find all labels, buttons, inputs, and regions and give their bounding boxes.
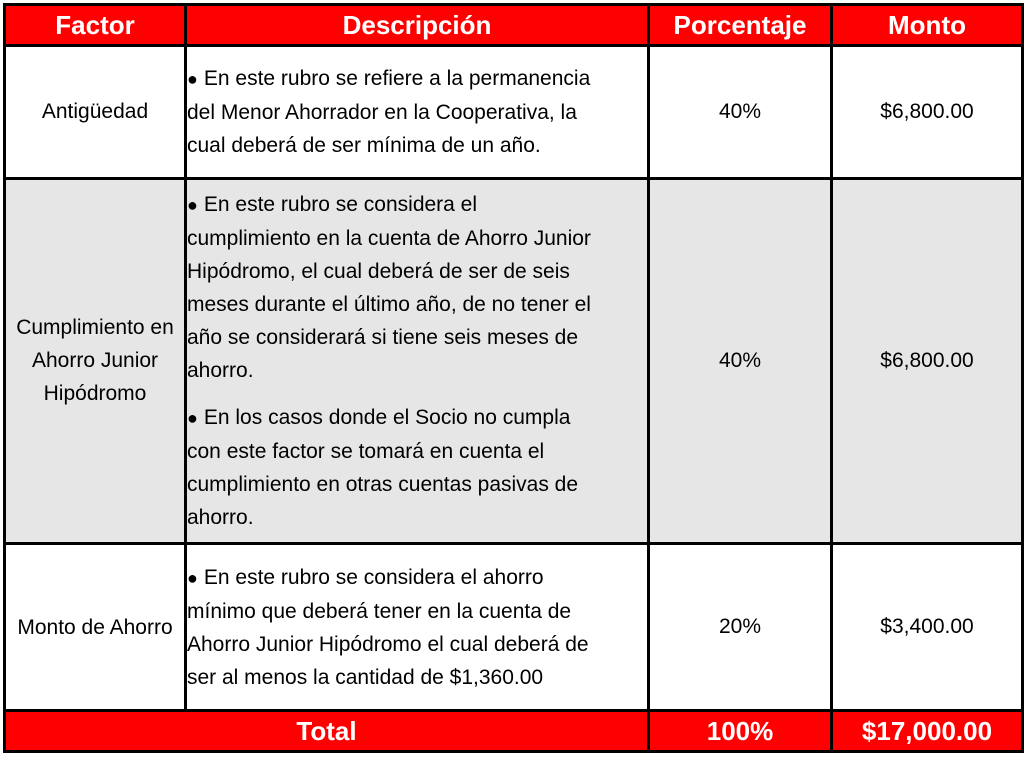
header-monto: Monto xyxy=(832,5,1023,46)
total-row xyxy=(5,711,1023,752)
bullet-icon: ● xyxy=(187,407,198,428)
factor-cell: Monto de Ahorro xyxy=(5,544,186,711)
total-label: Total xyxy=(5,711,649,752)
description-cell xyxy=(186,46,649,179)
total-percentage: 100% xyxy=(649,711,832,752)
percentage-cell: 40% xyxy=(649,46,832,179)
header-descripcion: Descripción xyxy=(186,5,649,46)
factor-table xyxy=(3,3,1024,753)
bullet-item: ● En los casos donde el Socio no cumpla con este factor se tomará en cuenta el cumplimiento en otras cuentas pasivas de ahorro. xyxy=(187,405,579,529)
header-row xyxy=(5,5,1023,46)
table-row xyxy=(5,544,1023,711)
description-cell xyxy=(186,544,649,711)
table-row xyxy=(5,46,1023,179)
total-amount: $17,000.00 xyxy=(832,711,1023,752)
bullet-item: ● En este rubro se refiere a la permanencia del Menor Ahorrador en la Cooperativa, la cual deberá de ser mínima de un año. xyxy=(187,66,591,157)
percentage-cell: 40% xyxy=(649,178,832,544)
bullet-icon: ● xyxy=(187,68,198,89)
bullet-icon: ● xyxy=(187,194,198,215)
factor-cell: Cumplimiento en Ahorro Junior Hipódromo xyxy=(5,178,186,544)
amount-cell: $6,800.00 xyxy=(832,178,1023,544)
factor-cell: Antigüedad xyxy=(5,46,186,179)
description-cell xyxy=(186,178,649,544)
header-porcentaje: Porcentaje xyxy=(649,5,832,46)
bullet-item: ● En este rubro se considera el cumplimiento en la cuenta de Ahorro Junior Hipódromo, el cual deberá de ser de seis meses durante el último año, de no tener el año se considerará si tiene seis meses de ahorro. xyxy=(187,192,591,382)
percentage-cell: 20% xyxy=(649,544,832,711)
bullet-item: ● En este rubro se considera el ahorro mínimo que deberá tener en la cuenta de Ahorro Junior Hipódromo el cual deberá de ser al menos la cantidad de $1,360.00 xyxy=(187,565,589,689)
header-factor: Factor xyxy=(5,5,186,46)
table-row xyxy=(5,178,1023,544)
amount-cell: $6,800.00 xyxy=(832,46,1023,179)
amount-cell: $3,400.00 xyxy=(832,544,1023,711)
bullet-icon: ● xyxy=(187,567,198,588)
